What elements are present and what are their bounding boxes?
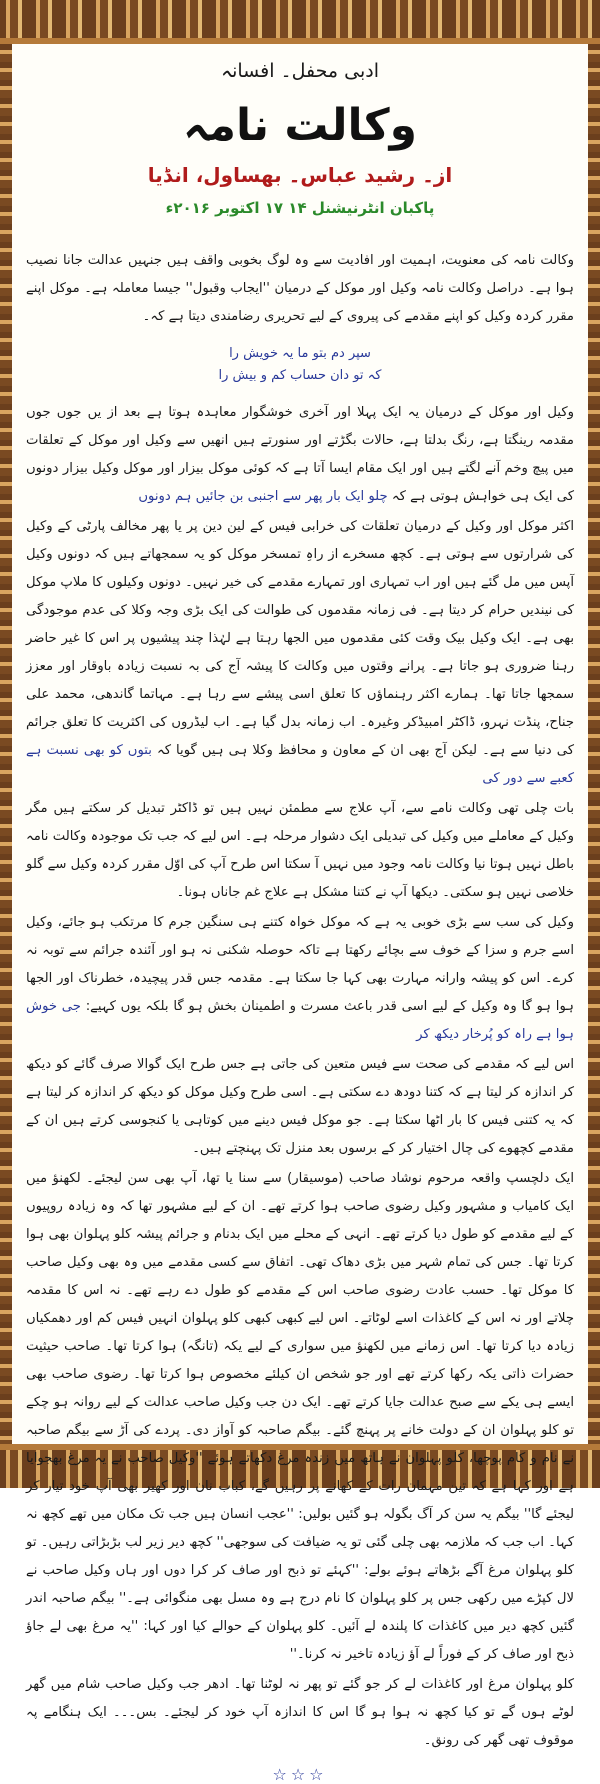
paragraph: بات چلی تھی وکالت نامے سے، آپ علاج سے مطمئن نہیں ہیں تو ڈاکٹر تبدیل کر سکتے ہیں مگر وکیل کے معاملے میں وکیل کی تبدیلی ایک دشوار مرحلہ ہے۔ اس لیے کہ جب تک موجودہ وکالت نامہ باطل نہیں ہوتا نیا وکالت نامہ وجود میں نہیں آ سکتا اس طرح آپ کی اوّل مقرر کردہ وکیل سے گلو خلاصی نہیں ہو سکتی۔ دیکھا آپ نے کتنا مشکل ہے علاج غم جاناں ہونا۔	[26, 801, 574, 900]
article-body	[18, 247, 582, 1755]
verse-line: کہ تو دان حساب کم و بیش را	[218, 368, 382, 383]
paragraph: اس لیے کہ مقدمے کی صحت سے فیس متعین کی جاتی ہے جس طرح ایک گوالا صرف گائے کو دیکھ کر اندازہ کر لیتا ہے کہ کتنا دودھ دے سکتی ہے۔ اسی طرح وکیل موکل کو دیکھ کر اندازہ کر لیتا ہے کہ یہ کتنی فیس کا بار اٹھا سکتا ہے۔ جو موکل فیس دینے میں کوتاہی یا کنجوسی کرتے ہیں ان کے مقدمے کچھوے کی چال اختیار کر کے برسوں بعد منزل تک پہنچتے ہیں۔	[26, 1057, 574, 1156]
decorative-border-right	[588, 44, 600, 1444]
paragraph-text: اکثر موکل اور وکیل کے درمیان تعلقات کی خرابی فیس کے لین دین پر یا پھر مخالف پارٹی کے وکیل کی شرارتوں سے ہوتی ہے۔ کچھ مسخرے از راہِ تمسخر موکل کو یہ سمجھاتے ہیں کہ دونوں وکیل آپس میں مل گئے ہیں اور اب تمہاری اور تمہارے مقدمے کی خیر نہیں۔ دونوں وکیلوں کا ملاپ موکل کی نیندیں حرام کر دیتا ہے۔ فی زمانہ مقدموں کی طوالت کی ایک بڑی وجہ وکلا کی عدم موجودگی بھی ہے۔ ایک وکیل بیک وقت کئی مقدموں میں الجھا رہتا ہے لہٰذا چند پیشیوں پر اس کا غیر حاضر رہنا ضروری ہو جاتا ہے۔ پرانے وقتوں میں وکالت کا پیشہ آج کی بہ نسبت زیادہ باوقار اور معزز سمجھا جاتا تھا۔ ہمارے اکثر رہنماؤں کا تعلق اسی پیشے سے رہا ہے۔ مہاتما گاندھی، محمد علی جناح، پنڈت نہرو، ڈاکٹر امبیڈکر وغیرہ۔ اب زمانہ بدل گیا ہے۔ اب لیڈروں کی اکثریت کا تعلق جرائم کی دنیا سے ہے۔ لیکن آج بھی ان کے معاون و محافظ وکلا ہی ہیں گویا کہ	[26, 519, 574, 758]
paragraph-text: وکیل اور موکل کے درمیان یہ ایک پہلا اور آخری خوشگوار معاہدہ ہوتا ہے بعد از یں جوں جوں مقدمہ رینگتا ہے، رنگ بدلتا ہے، حالات بگڑتے اور سنورتے ہیں انھیں سے وکیل اور موکل کے تعلقات میں پیچ وخم آنے لگتے ہیں اور ایک مقام ایسا آتا ہے کہ کوئی موکل بیزار اور موکل وکیل بیزار دونوں کی ایک ہی خواہش ہوتی ہے کہ	[26, 405, 574, 504]
paragraph: ایک دلچسپ واقعہ مرحوم نوشاد صاحب (موسیقار) سے سنا یا تھا، آپ بھی سن لیجئے۔ لکھنؤ میں ایک کامیاب و مشہور وکیل رضوی صاحب ہوا کرتے تھے۔ ان کے لیے مشہور تھا کہ وہ زیادہ روپیوں کے لیے مقدمے کو طول دیا کرتے تھے۔ انہی کے محلے میں ایک بدنام و جرائم پیشہ کلو پہلوان بھی ہوا کرتا تھا۔ جس کی تمام شہر میں بڑی دھاک تھی۔ اتفاق سے کسی مقدمے میں وہ بھی وکیل صاحب کا موکل تھا۔ حسب عادت رضوی صاحب اس کے مقدمے کو طول دے رہے تھے۔ نہ اس کا مقدمہ چلاتے اور نہ اس کے کاغذات اسے لوٹاتے۔ اس لیے کبھی کبھی کلو پہلوان انہیں فیس کم اور دھمکیاں زیادہ دیا کرتا تھا۔ اس زمانے میں لکھنؤ میں سواری کے لیے یکہ (تانگہ) ہوا کرتا تھا۔ صاحب حیثیت حضرات ذاتی یکہ رکھا کرتے تھے اور جو شخص ان کیلئے مخصوص ہوا کرتا تھا۔ رضوی صاحب بھی ایسے ہی یکے سے صبح عدالت جایا کرتے تھے۔ ایک دن جب وکیل صاحب عدالت کے لیے روانہ ہو چکے تو کلو پہلوان ان کے دولت خانے پر پہنچ گئے۔ بیگم صاحبہ کو آواز دی۔ پردے کی آڑ سے بیگم صاحبہ نے نام و کام پوچھا، کلو پہلوان نے ہاتھ میں زندہ مرغ دکھاتے ہوئے ''وکیل صاحب نے یہ مرغ بھجوایا ہے اور کہا ہے کہ تین مہمان رات کے کھانے پر رہیں گے، کباب نان اور کھیر بھی آپ خود تیار کر لیجئے گا'' بیگم یہ سن کر آگ بگولہ ہو گئیں بولیں: ''عجب انسان ہیں جب تک مکان میں تھے کچھ نہ کہا۔ اب جب کہ ملازمہ بھی چلی گئی تو یہ ضیافت کی سوجھی'' کچھ دیر زیر لب بڑبڑاتی رہیں۔ تو کلو پہلوان مرغ آگے بڑھاتے ہوئے بولے: ''کہئے تو ذبح اور صاف کر کرا دوں اور ہاں وکیل صاحب نے لال کپڑے میں رکھی جس پر کلو پہلوان کا نام درج ہے وہ مسل بھی منگوائی ہے۔'' بیگم صاحبہ اندر گئیں کچھ دیر میں کاغذات کا پلندہ لے آئیں۔ کلو پہلوان کے حوالے کیا اور کہا: ''یہ مرغ بھی لے جاؤ ذبح اور صاف کر کے فوراً لے آؤ زیادہ تاخیر نہ کرنا۔''	[26, 1171, 574, 1662]
decorative-border-top	[0, 0, 600, 44]
source-line: پاکبان انٹرنیشنل ۱۴ ۱۷ اکتوبر ۲۰۱۶ء	[165, 199, 435, 217]
paragraph	[26, 513, 574, 793]
author-line: از۔ رشید عباس۔ بھساول، انڈیا	[147, 163, 453, 187]
article-title: وکالت نامہ	[183, 100, 417, 151]
decorative-border-left	[0, 44, 12, 1444]
verse-line: سپر دم بتو ما یہ خویش را	[229, 346, 371, 361]
quote: بتوں کو بھی نسبت ہے کعبے سے دور کی	[26, 743, 574, 786]
end-stars: ☆☆☆	[272, 1765, 328, 1784]
paragraph: کلو پہلوان مرغ اور کاغذات لے کر جو گئے تو پھر نہ لوٹنا تھا۔ ادھر جب وکیل صاحب شام میں گھر لوٹے ہوں گے تو کیا کچھ نہ ہوا ہو گا اس کا اندازہ آپ خود کر لیجئے۔ بس۔۔۔ ایک ہنگامے پہ موقوف تھی گھر کی رونق۔	[26, 1677, 574, 1748]
quote: جی خوش ہوا ہے راہ کو پُرخار دیکھ کر	[26, 999, 574, 1042]
quote: چلو ایک بار پھر سے اجنبی بن جائیں ہم دونوں	[138, 489, 388, 504]
paragraph	[26, 399, 574, 511]
article	[18, 48, 582, 1784]
paragraph	[26, 909, 574, 1049]
category-label: ادبی محفل۔ افسانہ	[220, 60, 380, 82]
paragraph-text: وکیل کی سب سے بڑی خوبی یہ ہے کہ موکل خواہ کتنے ہی سنگین جرم کا مرتکب ہو جائے، وکیل اسے جرم و سزا کے خوف سے بچائے رکھتا ہے تاکہ حوصلہ شکنی نہ ہو اور آئندہ جرائم سے توبہ نہ کرے۔ اس کو پیشہ وارانہ مہارت بھی کہا جا سکتا ہے۔ مقدمہ جس قدر پیچیدہ، خطرناک اور الجھا ہوا ہو گا وہ وکیل کے لیے اسی قدر باعث مسرت و اطمینان بخش ہو گا بلکہ یوں کہیے:	[26, 915, 574, 1014]
paragraph: وکالت نامہ کی معنویت، اہمیت اور افادیت سے وہ لوگ بخوبی واقف ہیں جنہیں عدالت جانا نصیب ہوا ہے۔ دراصل وکالت نامہ وکیل اور موکل کے درمیان ''ایجاب وقبول'' جیسا معاملہ ہے۔ موکل اپنے مقرر کردہ وکیل کو اپنے مقدمے کی پیروی کے لیے تحریری رضامندی دیتا ہے کہ۔	[26, 253, 574, 324]
verse	[26, 343, 574, 387]
